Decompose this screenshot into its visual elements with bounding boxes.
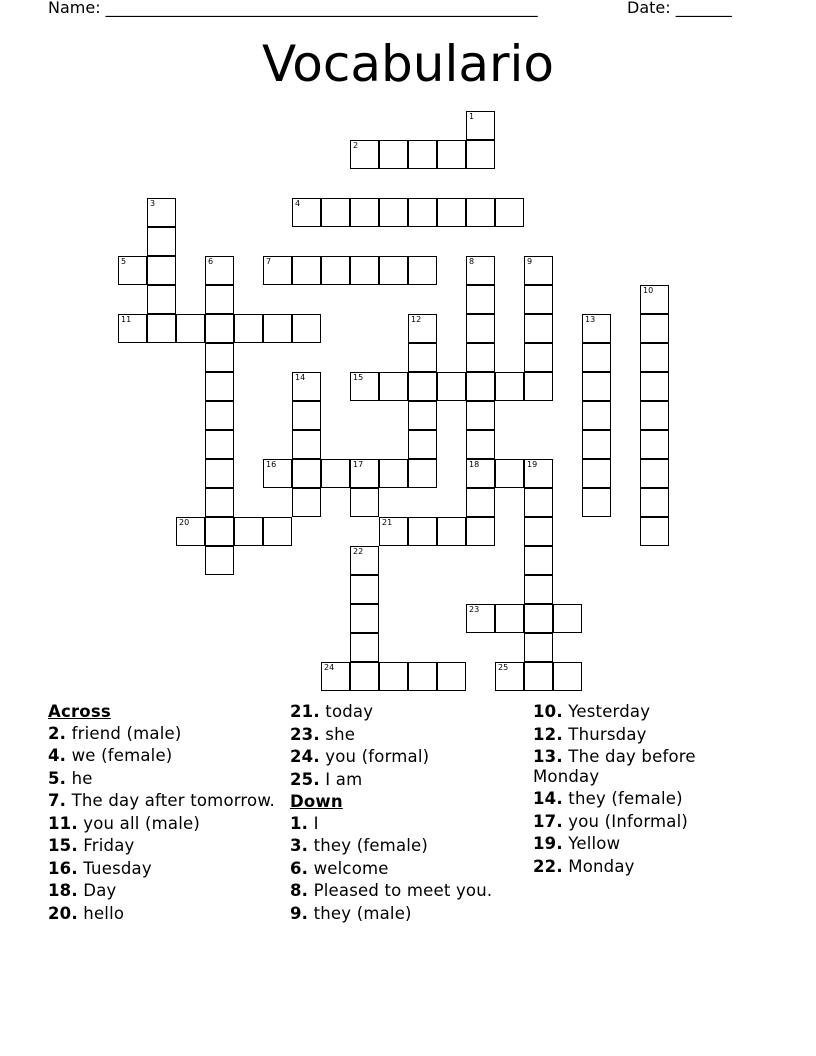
clue-item [48,769,276,789]
cell-number: 25 [498,663,509,672]
crossword-cell[interactable] [524,488,553,517]
clue-item [290,859,520,879]
crossword-cell[interactable] [205,430,234,459]
crossword-cell[interactable] [350,372,379,401]
clue-text: you all (male) [77,813,200,833]
crossword-cell[interactable] [466,314,495,343]
cell-number: 9 [527,257,533,266]
crossword-cell[interactable] [524,575,553,604]
clue-number: 15. [48,836,78,855]
crossword-cell[interactable] [379,140,408,169]
clue-item [48,904,276,924]
crossword-cell[interactable] [408,256,437,285]
clue-item [48,881,276,901]
clue-item [290,904,520,924]
clue-text: Day [77,881,117,900]
crossword-cell[interactable] [350,575,379,604]
clue-item [533,834,763,854]
crossword-cell[interactable] [466,372,495,401]
crossword-cell[interactable] [466,488,495,517]
crossword-cell[interactable] [147,314,176,343]
crossword-cell[interactable] [466,604,495,633]
crossword-cell[interactable] [582,343,611,372]
crossword-cell[interactable] [437,198,466,227]
crossword-cell[interactable] [524,517,553,546]
cell-number: 24 [324,663,335,672]
clue-number: 16. [48,858,78,878]
crossword-cell[interactable] [495,372,524,401]
cell-number: 21 [382,518,393,527]
crossword-cell[interactable] [205,459,234,488]
crossword-cell[interactable] [350,546,379,575]
clue-text: Tuesday [77,858,152,878]
crossword-cell[interactable] [350,256,379,285]
crossword-cell[interactable] [408,140,437,169]
clue-number: 11. [48,813,78,833]
crossword-cell[interactable] [118,256,147,285]
clue-text: Friday [77,836,135,855]
crossword-cell[interactable] [205,256,234,285]
crossword-cell[interactable] [408,343,437,372]
cell-number: 17 [353,460,364,469]
clue-number: 22. [533,856,563,876]
crossword-cell[interactable] [640,488,669,517]
crossword-cell[interactable] [437,372,466,401]
clues-column-2 [290,702,520,926]
clue-number: 3. [290,836,309,855]
crossword-cell[interactable] [524,459,553,488]
across-clue-list [48,724,276,924]
crossword-cell[interactable] [524,256,553,285]
crossword-cell[interactable] [466,111,495,140]
crossword-cell[interactable] [292,314,321,343]
crossword-cell[interactable] [553,604,582,633]
crossword-cell[interactable] [292,459,321,488]
crossword-cell[interactable] [205,285,234,314]
crossword-cell[interactable] [379,256,408,285]
clue-text: Monday [562,856,635,876]
crossword-cell[interactable] [582,459,611,488]
crossword-cell[interactable] [495,604,524,633]
clue-text: welcome [308,858,389,878]
crossword-cell[interactable] [379,662,408,691]
clue-item [533,857,763,877]
clue-text: Yellow [562,834,621,853]
crossword-cell[interactable] [205,401,234,430]
crossword-cell[interactable] [292,256,321,285]
crossword-cell[interactable] [466,140,495,169]
cell-number: 8 [469,257,475,266]
clue-text: you (formal) [319,747,430,766]
clue-text: hello [77,903,125,923]
crossword-cell[interactable] [350,140,379,169]
crossword-cell[interactable] [292,488,321,517]
clue-text: today [319,702,374,721]
crossword-cell[interactable] [379,517,408,546]
crossword-cell[interactable] [205,372,234,401]
clue-text: we (female) [66,746,173,765]
crossword-cell[interactable] [524,343,553,372]
crossword-cell[interactable] [524,285,553,314]
crossword-cell[interactable] [321,198,350,227]
cell-number: 1 [469,112,475,121]
cell-number: 13 [585,315,596,324]
crossword-cell[interactable] [524,662,553,691]
date-field[interactable]: Date: _______ [627,0,732,17]
crossword-cell[interactable] [553,662,582,691]
clue-number: 14. [533,789,563,808]
crossword-cell[interactable] [495,198,524,227]
across-clue-list-continued [290,702,520,789]
clue-number: 10. [533,702,563,721]
crossword-cell[interactable] [321,256,350,285]
crossword-cell[interactable] [582,488,611,517]
cell-number: 20 [179,518,190,527]
clue-text: they (female) [308,836,429,855]
clue-item [290,747,520,767]
crossword-cell[interactable] [234,517,263,546]
crossword-cell[interactable] [640,285,669,314]
crossword-cell[interactable] [205,517,234,546]
crossword-cell[interactable] [321,459,350,488]
down-heading: Down [290,792,343,811]
clue-item [290,702,520,722]
crossword-cell[interactable] [466,256,495,285]
clue-number: 5. [48,768,67,788]
crossword-cell[interactable] [292,372,321,401]
crossword-cell[interactable] [495,459,524,488]
crossword-cell[interactable] [640,401,669,430]
clue-item [533,789,763,809]
crossword-cell[interactable] [147,227,176,256]
clue-text: Yesterday [562,702,651,721]
crossword-cell[interactable] [524,372,553,401]
crossword-cell[interactable] [321,662,350,691]
crossword-cell[interactable] [263,459,292,488]
crossword-cell[interactable] [350,459,379,488]
clue-text: I [308,813,319,833]
clue-text: he [66,768,93,788]
clue-text: Thursday [562,724,647,744]
clue-text: I am [319,769,363,789]
clue-number: 18. [48,881,78,900]
crossword-cell[interactable] [408,401,437,430]
clue-item [533,702,763,722]
clue-number: 20. [48,903,78,923]
clue-text: you (Informal) [562,811,689,831]
crossword-cell[interactable] [524,604,553,633]
crossword-cell[interactable] [640,430,669,459]
clue-number: 21. [290,702,320,721]
clue-number: 17. [533,811,563,831]
crossword-cell[interactable] [176,517,205,546]
crossword-cell[interactable] [466,517,495,546]
clue-item [290,814,520,834]
crossword-cell[interactable] [205,314,234,343]
crossword-cell[interactable] [379,459,408,488]
clue-item [48,859,276,879]
cell-number: 6 [208,257,214,266]
clue-number: 19. [533,834,563,853]
clue-item [48,814,276,834]
crossword-cell[interactable] [408,662,437,691]
clues-column-3 [533,702,763,879]
clue-item [290,770,520,790]
crossword-cell[interactable] [379,198,408,227]
across-heading: Across [48,702,111,721]
crossword-cell[interactable] [292,430,321,459]
crossword-cell[interactable] [147,256,176,285]
clue-text: they (male) [308,903,412,923]
cell-number: 23 [469,605,480,614]
crossword-cell[interactable] [495,662,524,691]
crossword-cell[interactable] [263,314,292,343]
clue-item [533,747,763,786]
crossword-cell[interactable] [437,662,466,691]
crossword-cell[interactable] [350,633,379,662]
clue-number: 2. [48,723,67,743]
clue-number: 12. [533,724,563,744]
cell-number: 15 [353,373,364,382]
clue-number: 6. [290,858,309,878]
clue-item [48,836,276,856]
crossword-cell[interactable] [147,198,176,227]
crossword-cell[interactable] [176,314,205,343]
crossword-cell[interactable] [582,401,611,430]
crossword-cell[interactable] [205,546,234,575]
cell-number: 4 [295,199,301,208]
clue-text: they (female) [562,789,683,808]
crossword-cell[interactable] [408,430,437,459]
crossword-cell[interactable] [582,430,611,459]
crossword-cell[interactable] [118,314,147,343]
clue-item [290,881,520,901]
clue-text: she [319,724,356,744]
down-clue-list [290,814,520,924]
crossword-cell[interactable] [466,430,495,459]
crossword-cell[interactable] [263,517,292,546]
crossword-cell[interactable] [379,372,408,401]
crossword-cell[interactable] [147,285,176,314]
crossword-cell[interactable] [640,459,669,488]
clue-item [290,725,520,745]
crossword-cell[interactable] [524,633,553,662]
clue-item [48,791,276,811]
crossword-cell[interactable] [437,517,466,546]
crossword-cell[interactable] [408,314,437,343]
cell-number: 19 [527,460,538,469]
crossword-cell[interactable] [437,140,466,169]
crossword-cell[interactable] [205,343,234,372]
crossword-cell[interactable] [408,459,437,488]
crossword-cell[interactable] [350,198,379,227]
clue-number: 24. [290,747,320,766]
page-title: Vocabulario [261,35,555,93]
crossword-cell[interactable] [292,198,321,227]
cell-number: 10 [643,286,654,295]
crossword-cell[interactable] [466,459,495,488]
crossword-cell[interactable] [263,256,292,285]
clue-text: The day before Monday [533,747,696,786]
crossword-cell[interactable] [466,343,495,372]
clue-text: The day after tomorrow. [66,791,275,810]
clue-text: Pleased to meet you. [308,881,493,900]
crossword-cell[interactable] [350,488,379,517]
crossword-cell[interactable] [582,314,611,343]
crossword-cell[interactable] [466,198,495,227]
cell-number: 5 [121,257,127,266]
clue-number: 8. [290,881,309,900]
clue-number: 13. [533,747,563,766]
crossword-cell[interactable] [640,372,669,401]
cell-number: 12 [411,315,422,324]
clue-text: friend (male) [66,723,182,743]
crossword-cell[interactable] [524,314,553,343]
clue-number: 9. [290,903,309,923]
clue-number: 23. [290,724,320,744]
cell-number: 16 [266,460,277,469]
crossword-cell[interactable] [408,372,437,401]
clue-number: 4. [48,746,67,765]
crossword-cell[interactable] [640,314,669,343]
clue-item [48,724,276,744]
crossword-cell[interactable] [582,372,611,401]
crossword-cell[interactable] [350,604,379,633]
crossword-cell[interactable] [524,546,553,575]
crossword-cell[interactable] [350,662,379,691]
cell-number: 2 [353,141,359,150]
crossword-cell[interactable] [466,285,495,314]
crossword-cell[interactable] [466,401,495,430]
cell-number: 18 [469,460,480,469]
cell-number: 3 [150,199,156,208]
crossword-cell[interactable] [640,343,669,372]
down-clue-list-continued [533,702,763,876]
name-field[interactable]: Name: ______________________________________________________ [48,0,538,17]
clue-number: 1. [290,813,309,833]
clue-item [48,746,276,766]
clue-item [533,812,763,832]
crossword-cell[interactable] [408,517,437,546]
crossword-cell[interactable] [408,198,437,227]
cell-number: 11 [121,315,132,324]
cell-number: 7 [266,257,272,266]
crossword-cell[interactable] [205,488,234,517]
clue-number: 7. [48,791,67,810]
clue-item [290,836,520,856]
crossword-cell[interactable] [234,314,263,343]
clue-number: 25. [290,769,320,789]
crossword-cell[interactable] [292,401,321,430]
clues-column-1 [48,702,276,926]
cell-number: 22 [353,547,364,556]
cell-number: 14 [295,373,306,382]
clue-item [533,725,763,745]
crossword-cell[interactable] [640,517,669,546]
